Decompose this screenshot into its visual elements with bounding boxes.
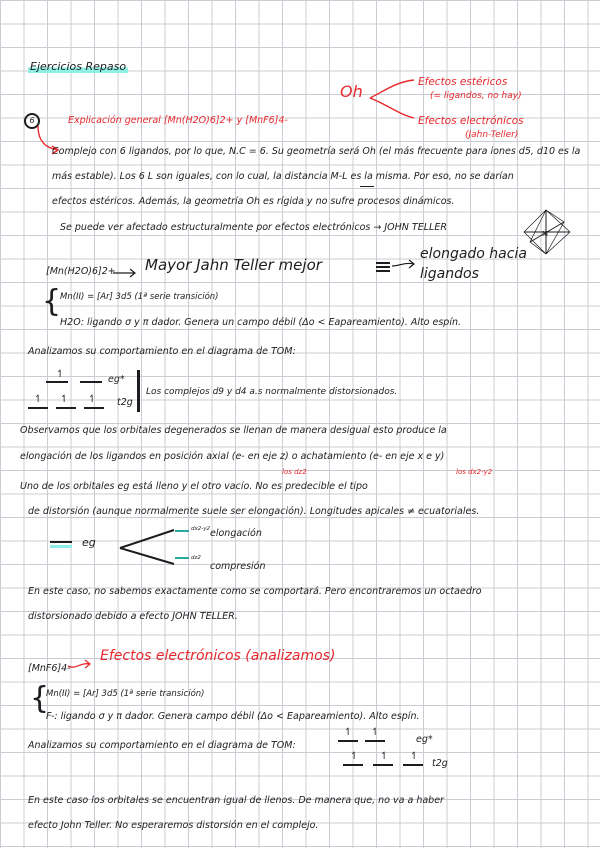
orbital-level xyxy=(373,764,393,766)
paragraph-line: distorsionado debido a efecto JOHN TELLER. xyxy=(28,611,238,622)
brace: { xyxy=(42,284,62,319)
paragraph-line: más estable). Los 6 L son iguales, con lo cual, la distancia M-L es la misma. Por eso, no se darían xyxy=(52,171,514,182)
complex2-formula: [MnF6]4- xyxy=(28,663,71,674)
equals-mark xyxy=(376,262,390,264)
red-annotation: los dx2-y2 xyxy=(456,468,493,476)
section-heading-2: Efectos electrónicos (analizamos) xyxy=(100,648,336,664)
arrow xyxy=(392,258,420,274)
orbital-level xyxy=(338,740,358,742)
item-number: 6 xyxy=(24,113,40,129)
eg-level xyxy=(50,541,72,543)
split-lines xyxy=(118,528,178,568)
branch-arrows xyxy=(366,74,426,124)
split-eg-label: eg xyxy=(82,536,96,549)
paragraph-line: de distorsión (aunque normalmente suele ser elongación). Longitudes apicales ≠ ecuatoriales. xyxy=(28,506,480,517)
ligand-line: F-: ligando σ y π dador. Genera campo débil (Δo < Eapareamiento). Alto espín. xyxy=(46,711,420,722)
page-title: Ejercicios Repaso xyxy=(30,60,127,73)
electron-up: ↿ xyxy=(56,369,65,380)
tom-intro: Analizamos su comportamiento en el diagrama de TOM: xyxy=(28,740,296,751)
paragraph-line: efecto John Teller. No esperaremos distorsión en el complejo. xyxy=(28,820,319,831)
tom-intro: Analizamos su comportamiento en el diagrama de TOM: xyxy=(28,346,296,357)
curved-arrow xyxy=(36,124,66,164)
orbital-level xyxy=(343,764,363,766)
elongation-note: elongado hacia ligandos xyxy=(420,246,527,282)
orbital-level xyxy=(28,407,48,409)
orbital-level xyxy=(46,381,68,383)
tom-side-note: Los complejos d9 y d4 a.s normalmente distorsionados. xyxy=(146,387,398,397)
red-annotation: los dz2 xyxy=(282,468,307,476)
electronic-effects: Efectos electrónicos xyxy=(418,115,524,127)
eg-label: eg* xyxy=(416,734,433,745)
jahn-teller-note: Mayor Jahn Teller mejor xyxy=(145,256,322,274)
t2g-label: t2g xyxy=(432,758,448,769)
paragraph-line: En este caso los orbitales se encuentran igual de llenos. De manera que, no va a haber xyxy=(28,795,444,806)
upper-level xyxy=(175,530,189,532)
lower-orbital: dz2 xyxy=(191,555,201,561)
orbital-level xyxy=(365,740,385,742)
arrow xyxy=(113,268,143,278)
paragraph-line: Complejo con 6 ligandos, por lo que, N.C = 6. Su geometría será Oh (el más frecuente para iones d5, d10 es la xyxy=(52,146,581,157)
svg-text:M: M xyxy=(542,230,549,238)
eg-label: eg* xyxy=(108,374,125,385)
paragraph-line: En este caso, no sabemos exactamente como se comportará. Pero encontraremos un octaedro xyxy=(28,586,482,597)
complex-formula: [Mn(H2O)6]2+ xyxy=(46,266,116,277)
oh-symbol: Oh xyxy=(340,82,363,101)
separator xyxy=(137,370,140,412)
orbital-level xyxy=(403,764,423,766)
paragraph-line: efectos estéricos. Además, la geometría Oh es rígida y no sufre procesos dinámicos. xyxy=(52,196,455,207)
electronic-note: (Jahn-Teller) xyxy=(465,130,519,140)
red-arrow xyxy=(66,656,96,676)
steric-note: (= ligandos, no hay) xyxy=(430,91,522,101)
paragraph-line: Observamos que los orbitales degenerados se llenan de manera desigual esto produce la xyxy=(20,425,447,436)
config-line: Mn(II) = [Ar] 3d5 (1ª serie transición) xyxy=(46,689,205,699)
paragraph-line: Uno de los orbitales eg está lleno y el otro vacío. No es predecible el tipo xyxy=(20,481,368,492)
paragraph-line: Se puede ver afectado estructuralmente por efectos electrónicos → JOHN TELLER xyxy=(60,222,447,233)
electron-up: ↿ xyxy=(344,727,353,738)
steric-effects: Efectos estéricos xyxy=(418,76,508,88)
orbital-level xyxy=(56,407,76,409)
lower-level xyxy=(175,557,189,559)
highlight xyxy=(50,545,72,548)
orbital-level xyxy=(80,381,102,383)
underline xyxy=(360,186,374,187)
t2g-label: t2g xyxy=(117,397,133,408)
upper-orbital: dx2-y2 xyxy=(191,526,210,532)
config-line: Mn(II) = [Ar] 3d5 (1ª serie transición) xyxy=(60,292,219,302)
compression-label: compresión xyxy=(210,561,266,572)
brace: { xyxy=(30,681,50,716)
paragraph-line: elongación de los ligandos en posición axial (e- en eje z) o achatamiento (e- en eje x e y) xyxy=(20,451,445,462)
ligand-line: H2O: ligando σ y π dador. Genera un campo débil (Δo < Eapareamiento). Alto espín. xyxy=(60,317,462,328)
elongation-label: elongación xyxy=(210,528,262,539)
orbital-level xyxy=(84,407,104,409)
section-heading: Explicación general [Mn(H2O)6]2+ y [MnF6]4- xyxy=(68,115,288,126)
